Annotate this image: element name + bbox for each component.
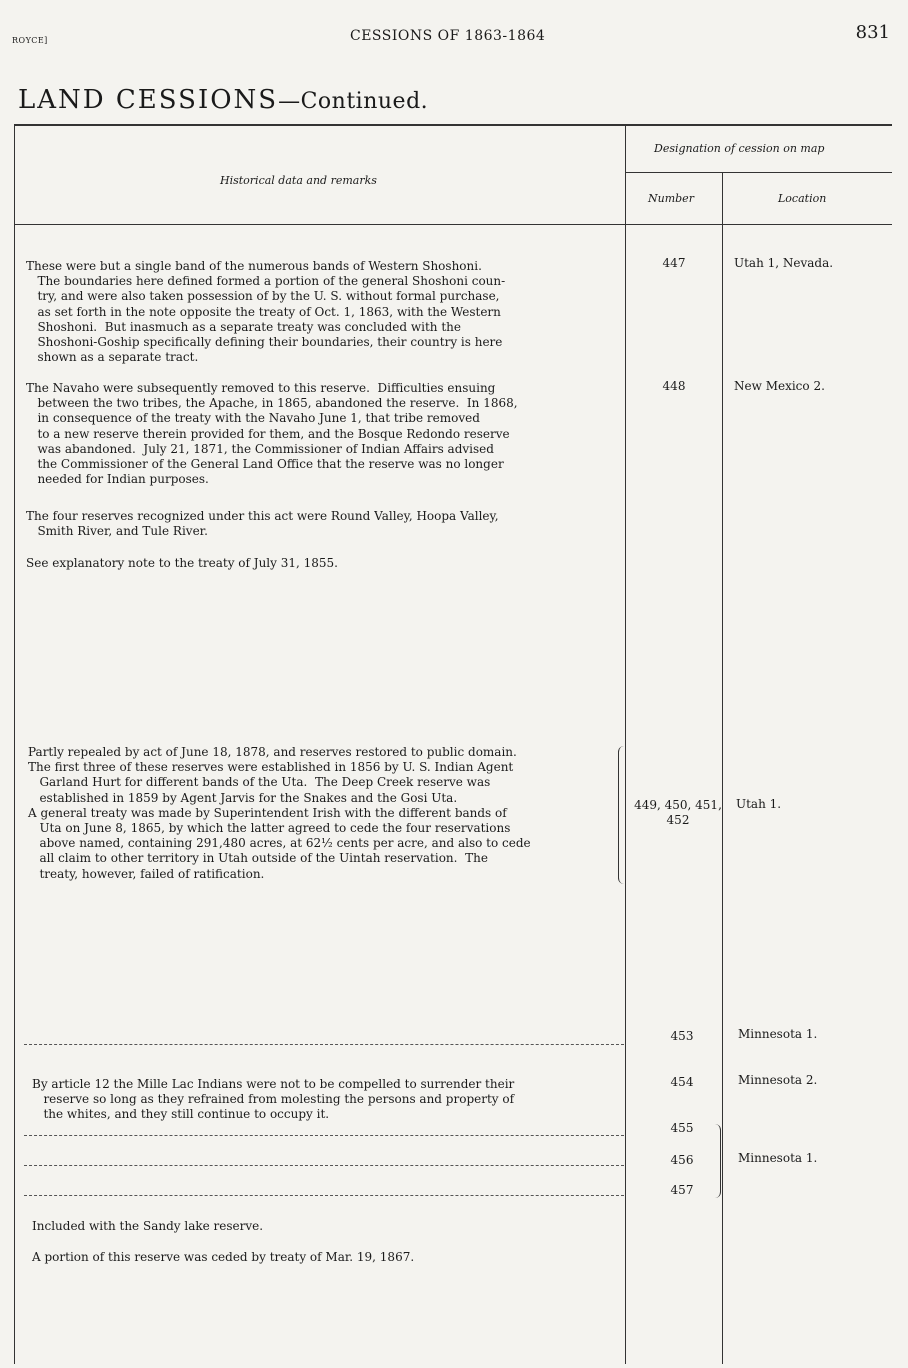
location-cell: Minnesota 1.: [738, 1027, 818, 1041]
running-head-title: CESSIONS OF 1863-1864: [350, 28, 546, 44]
remarks-cell: Included with the Sandy lake reserve.: [32, 1219, 264, 1233]
location-cell: New Mexico 2.: [734, 379, 825, 393]
page-title: [18, 85, 428, 115]
number-cell: 447: [662, 256, 686, 270]
remarks-cell: Partly repealed by act of June 18, 1878, and reserves restored to public domain. The first three of these reserves were established in 1856 by U. S. Indian Agent Garland Hurt for different bands of the Uta. The Deep Creek reserve was established in 1859 by Agent Jarvis for the Snakes and the Gosi Uta. A general treaty was made by Superintendent Irish with the different bands of Uta on June 8, 1865, by which the latter agreed to cede the four reservations above named, containing 291,480 acres, at 62½ cents per acre, and also to cede all claim to other territory in Utah outside of the Uintah reservation. The treaty, however, failed of ratification.: [28, 745, 531, 881]
table-top-rule: [14, 124, 892, 126]
row-divider: [24, 1165, 624, 1166]
number-cell: 453: [670, 1029, 694, 1043]
location-cell: Utah 1.: [736, 797, 782, 811]
page-number: 831: [855, 22, 890, 43]
running-head-author: ROYCE]: [12, 36, 48, 45]
brace-icon: [714, 1124, 721, 1198]
header-bottom-rule: [14, 224, 892, 225]
remarks-cell: The Navaho were subsequently removed to this reserve. Difficulties ensuing between the two tribes, the Apache, in 1865, abandoned the reserve. In 1868, in consequence of the treaty with the Navaho June 1, that tribe removed to a new reserve therein provided for them, and the Bosque Redondo reserve was abandoned. July 21, 1871, the Commissioner of Indian Affairs advised the Commissioner of the General Land Office that the reserve was no longer needed for Indian purposes.: [26, 381, 518, 487]
remarks-cell: See explanatory note to the treaty of July 31, 1855.: [26, 556, 338, 570]
remarks-column-rule: [625, 124, 626, 1364]
location-cell: Minnesota 2.: [738, 1073, 818, 1087]
column-header-location: Location: [778, 192, 827, 205]
row-divider: [24, 1135, 624, 1136]
remarks-cell: These were but a single band of the numerous bands of Western Shoshoni. The boundaries here defined formed a portion of the general Shoshoni coun- try, and were also taken possession of by the U. S. without formal purchase, as set forth in the note opposite the treaty of Oct. 1, 1863, with the Western Shoshoni. But inasmuch as a separate treaty was concluded with the Shoshoni-Goship specifically defining their boundaries, their country is here shown as a separate tract.: [26, 259, 506, 365]
table-left-rule: [14, 124, 15, 1364]
remarks-cell: A portion of this reserve was ceded by treaty of Mar. 19, 1867.: [32, 1250, 415, 1264]
number-cell: 454: [670, 1075, 694, 1089]
page-title-suffix: —Continued.: [278, 89, 429, 114]
number-cell: 449, 450, 451, 452: [634, 798, 722, 827]
column-header-designation: Designation of cession on map: [654, 142, 825, 155]
row-divider: [24, 1195, 624, 1196]
column-header-number: Number: [648, 192, 694, 205]
designation-rule: [625, 172, 892, 173]
number-cell: 448: [662, 379, 686, 393]
location-cell: Utah 1, Nevada.: [734, 256, 834, 270]
remarks-cell: The four reserves recognized under this act were Round Valley, Hoopa Valley, Smith River, and Tule River.: [26, 509, 499, 539]
brace-icon: [618, 746, 625, 884]
page-title-main: LAND CESSIONS: [18, 85, 279, 115]
number-cell: 455: [670, 1121, 694, 1135]
number-cell: 457: [670, 1183, 694, 1197]
row-divider: [24, 1044, 624, 1045]
column-header-remarks: Historical data and remarks: [220, 174, 377, 187]
location-cell: Minnesota 1.: [738, 1151, 818, 1165]
number-cell: 456: [670, 1153, 694, 1167]
remarks-cell: By article 12 the Mille Lac Indians were not to be compelled to surrender their reserve so long as they refrained from molesting the persons and property of the whites, and they still continue to occupy it.: [32, 1077, 515, 1122]
